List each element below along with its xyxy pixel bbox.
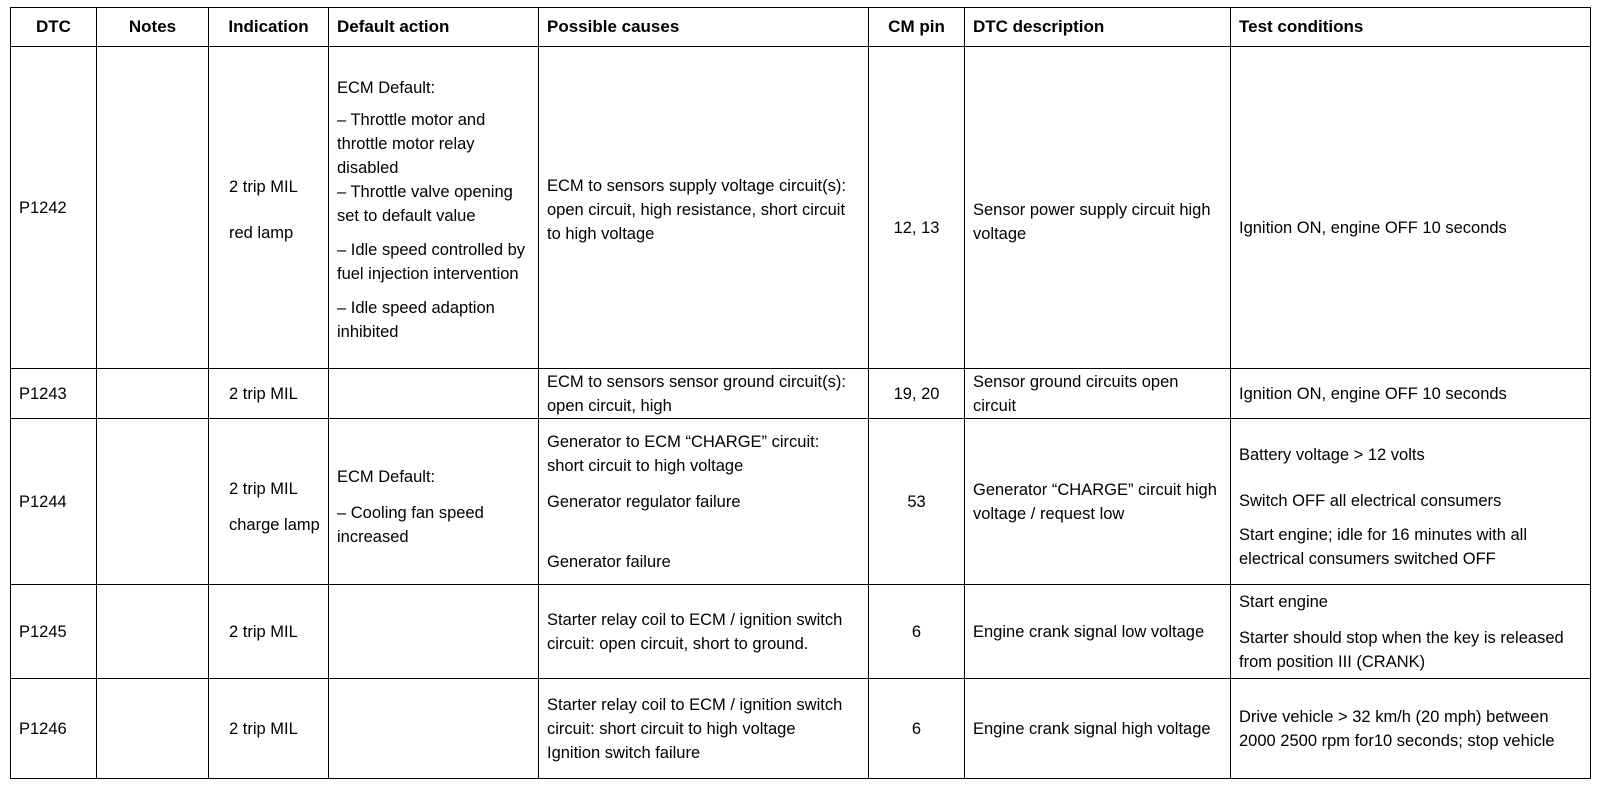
possible-cause: Generator regulator failure [547,492,741,511]
table-row [11,369,1591,419]
dtc-code: P1243 [11,369,97,419]
possible-causes-cell [539,47,869,369]
dtc-description-cell: Engine crank signal low voltage [965,585,1231,679]
notes-cell [97,47,209,369]
possible-cause: Generator failure [547,552,671,571]
test-condition: Starter should stop when the key is released from position III (CRANK) [1239,628,1564,671]
cm-pin-cell: 53 [869,419,965,585]
test-conditions-cell [1231,47,1591,369]
possible-cause: Generator to ECM “CHARGE” circuit: short circuit to high voltage [547,432,820,475]
indication-cell: 2 trip MIL [209,585,329,679]
dtc-table [10,7,1591,779]
default-action-line: – Throttle valve opening set to default value [337,182,513,225]
test-condition: Switch OFF all electrical consumers [1239,491,1502,510]
dtc-description-cell: Sensor ground circuits open circuit [965,369,1231,419]
default-action-cell [329,585,539,679]
possible-cause: ECM to sensors supply voltage circuit(s): open circuit, high resistance, short circuit to high voltage [547,176,846,243]
test-condition: Start engine [1239,592,1328,611]
header-default-action: Default action [329,8,539,47]
default-action-cell [329,679,539,779]
header-dtc-description: DTC description [965,8,1231,47]
possible-causes-cell: Starter relay coil to ECM / ignition switch circuit: open circuit, short to ground. [539,585,869,679]
table-row [11,585,1591,679]
default-action-cell [329,419,539,585]
header-notes: Notes [97,8,209,47]
notes-cell [97,585,209,679]
possible-causes-cell [539,419,869,585]
possible-causes-cell: ECM to sensors sensor ground circuit(s): open circuit, high [539,369,869,419]
cm-pin-cell: 12, 13 [869,47,965,369]
default-action-cell [329,369,539,419]
table-row [11,47,1591,369]
default-action-line: – Cooling fan speed increased [337,503,484,546]
test-conditions-cell: Ignition ON, engine OFF 10 seconds [1231,369,1591,419]
possible-cause: Ignition switch failure [547,743,701,762]
indication-line: red lamp [229,223,294,242]
dtc-code: P1245 [11,585,97,679]
test-conditions-cell [1231,585,1591,679]
cm-pin-cell: 6 [869,679,965,779]
dtc-description-cell: Engine crank signal high voltage [965,679,1231,779]
test-condition: Start engine; idle for 16 minutes with all electrical consumers switched OFF [1239,525,1527,568]
default-action-cell [329,47,539,369]
dtc-code: P1242 [11,47,97,369]
possible-cause: Starter relay coil to ECM / ignition switch circuit: short circuit to high voltage [547,695,843,738]
table-row [11,679,1591,779]
table-row [11,419,1591,585]
header-row [11,8,1591,47]
header-indication: Indication [209,8,329,47]
indication-line: 2 trip MIL [229,177,298,196]
test-condition: Battery voltage > 12 volts [1239,445,1425,464]
possible-causes-cell [539,679,869,779]
dtc-code: P1244 [11,419,97,585]
notes-cell [97,369,209,419]
indication-cell [209,47,329,369]
header-cm-pin: CM pin [869,8,965,47]
indication-line: 2 trip MIL [229,479,298,498]
indication-line: charge lamp [229,515,320,534]
default-action-line: – Throttle motor and throttle motor relay disabled [337,110,486,177]
dtc-description-cell: Generator “CHARGE” circuit high voltage / request low [965,419,1231,585]
notes-cell [97,419,209,585]
notes-cell [97,679,209,779]
header-possible-causes: Possible causes [539,8,869,47]
test-conditions-cell [1231,419,1591,585]
test-condition: Ignition ON, engine OFF 10 seconds [1239,218,1507,237]
indication-cell [209,419,329,585]
header-test-conditions: Test conditions [1231,8,1591,47]
cm-pin-cell: 6 [869,585,965,679]
default-action-line: – Idle speed controlled by fuel injection intervention [337,240,526,283]
test-conditions-cell: Drive vehicle > 32 km/h (20 mph) between 2000 2500 rpm for10 seconds; stop vehicle [1231,679,1591,779]
default-action-line: ECM Default: [337,467,436,486]
indication-cell: 2 trip MIL [209,679,329,779]
cm-pin-cell: 19, 20 [869,369,965,419]
default-action-line: – Idle speed adaption inhibited [337,298,495,341]
dtc-description-cell: Sensor power supply circuit high voltage [965,47,1231,369]
default-action-line: ECM Default: [337,78,436,97]
indication-cell: 2 trip MIL [209,369,329,419]
dtc-code: P1246 [11,679,97,779]
header-dtc: DTC [11,8,97,47]
